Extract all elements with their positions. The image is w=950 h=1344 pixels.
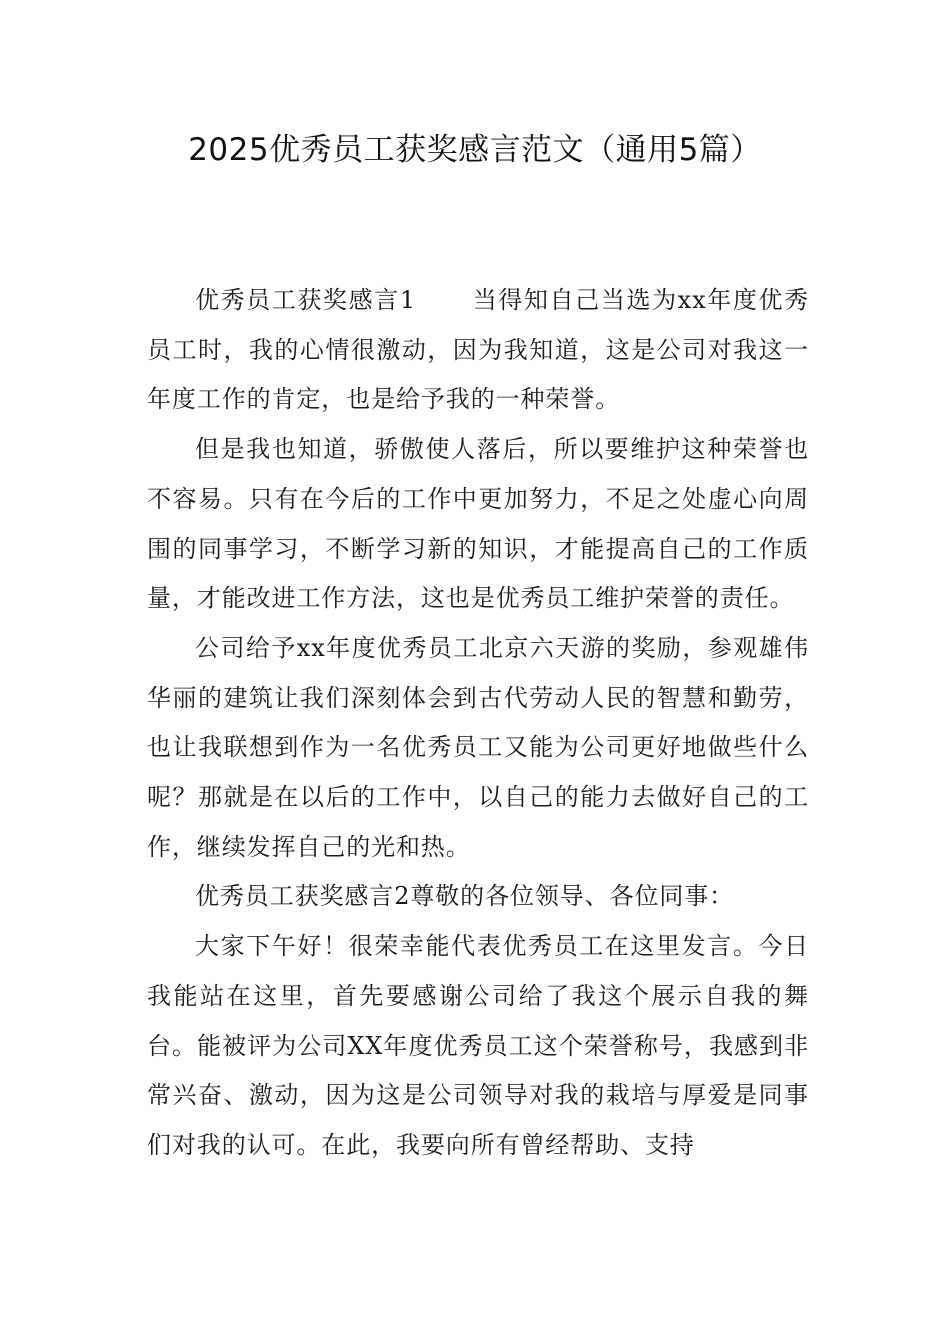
paragraph-5: 大家下午好！很荣幸能代表优秀员工在这里发言。今日我能站在这里，首先要感谢公司给了我这个展示自我的舞台。能被评为公司XX年度优秀员工这个荣誉称号，我感到非常兴奋、激动，因为这是公司领导对我的栽培与厚爱是同事们对我的认可。在此，我要向所有曾经帮助、支持 <box>147 932 809 1159</box>
paragraph-1 <box>147 276 809 425</box>
paragraph-3: 公司给予xx年度优秀员工北京六天游的奖励，参观雄伟华丽的建筑让我们深刻体会到古代劳动人民的智慧和勤劳，也让我联想到作为一名优秀员工又能为公司更好地做些什么呢？那就是在以后的工作中，以自己的能力去做好自己的工作，继续发挥自己的光和热。 <box>147 633 809 861</box>
section-heading-1: 优秀员工获奖感言1 <box>195 286 417 314</box>
document-title: 2025优秀员工获奖感言范文（通用5篇） <box>188 132 762 168</box>
paragraph-2: 但是我也知道，骄傲使人落后，所以要维护这种荣誉也不容易。只有在今后的工作中更加努力，不足之处虚心向周围的同事学习，不断学习新的知识，才能提高自己的工作质量，才能改进工作方法，这也是优秀员工维护荣誉的责任。 <box>147 435 809 613</box>
paragraph-1-text: 当得知自己当选为xx年度优秀员工时，我的心情很激动，因为我知道，这是公司对我这一年度工作的肯定，也是给予我的一种荣誉。 <box>147 286 810 414</box>
document-body <box>147 276 809 1171</box>
paragraph-4-salutation: 优秀员工获奖感言2尊敬的各位领导、各位同事： <box>195 882 735 911</box>
